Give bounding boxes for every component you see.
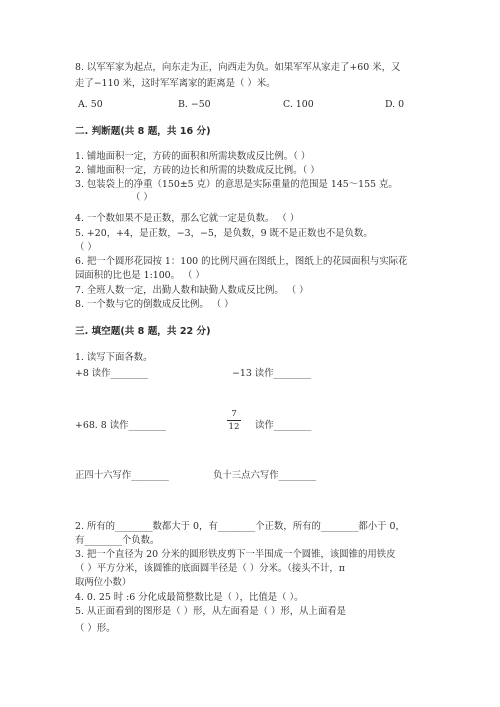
judge-item-7: 7. 全班人数一定，出勤人数和缺勤人数成反比例。 （ ）	[75, 285, 309, 296]
judge-item-3-blank: （ ）	[131, 192, 153, 203]
section-2-title: 二. 判断题(共 8 题，共 16 分)	[75, 126, 211, 137]
fill-item-5: 5. 从正面看到的图形是（ ）形，从左面看是（ ）形，从上面看是	[75, 606, 347, 617]
fill-item-2: 2. 所有的________数都大于 0，有________个正数，所有的________都小于 0，	[75, 521, 405, 532]
write-minus-13-6: 负十三点六写作________	[213, 470, 317, 481]
judge-item-6: 6. 把一个圆形花园按 1：100 的比例尺画在图纸上，图纸上的花园面积与实际花	[75, 256, 408, 267]
read-fraction: 读作________	[255, 420, 312, 431]
judge-item-6-cont: 园面积的比也是 1:100。 （ ）	[75, 270, 205, 281]
fill-item-3: 3. 把一个直径为 20 分米的圆形铁皮剪下一半围成一个圆锥，该圆锥的用铁皮	[75, 549, 396, 560]
judge-item-2: 2. 铺地面积一定，方砖的边长和所需的块数成反比例。（ ）	[75, 165, 320, 176]
read-plus-68-8: +68. 8 读作________	[75, 420, 166, 431]
judge-item-5: 5. +20，+4，是正数，−3，−5，是负数，9 既不是正数也不是负数。	[75, 228, 373, 239]
fill-item-2-cont: 有________个负数。	[75, 535, 160, 546]
read-minus-13: −13 读作________	[232, 368, 312, 379]
option-d: D. 0	[385, 99, 405, 110]
fraction-7-12	[227, 409, 241, 432]
fraction-denominator: 12	[228, 422, 240, 432]
fill-item-3-cont: （ ）平方分米，该圆锥的底面圆半径是（ ）分米。（接头不计，π	[75, 563, 345, 574]
fraction-bar	[227, 420, 241, 421]
option-c: C. 100	[283, 99, 314, 110]
fill-item-3-end: 取两位小数）	[75, 577, 132, 588]
option-a: A. 50	[78, 99, 103, 110]
judge-item-8: 8. 一个数与它的倒数成反比例。 （ ）	[75, 299, 234, 310]
fill-item-5-cont: （ ）形。	[75, 623, 116, 634]
fill-item-1: 1. 读写下面各数。	[75, 352, 153, 363]
write-46: 正四十六写作________	[75, 470, 169, 481]
judge-item-5-blank: （ ）	[75, 242, 97, 253]
judge-item-1: 1. 铺地面积一定，方砖的面积和所需块数成反比例。（ ）	[75, 151, 311, 162]
read-plus-8: +8 读作________	[75, 368, 149, 379]
section-3-title: 三. 填空题(共 8 题，共 22 分)	[75, 326, 211, 337]
fill-item-4: 4. 0. 25 时 :6 分化成最简整数比是（ ），比值是（ ）。	[75, 592, 304, 603]
fraction-numerator: 7	[231, 409, 237, 419]
question-8-line-2: 走了−110 米，这时军军离家的距离是（ ）米。	[75, 78, 276, 89]
question-8-line-1: 8. 以军军家为起点，向东走为正，向西走为负。如果军军从家走了+60 米，又	[75, 62, 401, 73]
option-b: B. −50	[178, 99, 211, 110]
judge-item-4: 4. 一个数如果不是正数，那么它就一定是负数。 （ ）	[75, 213, 300, 224]
judge-item-3: 3. 包装袋上的净重（150±5 克）的意思是实际重量的范围是 145～155 克。	[75, 179, 398, 190]
